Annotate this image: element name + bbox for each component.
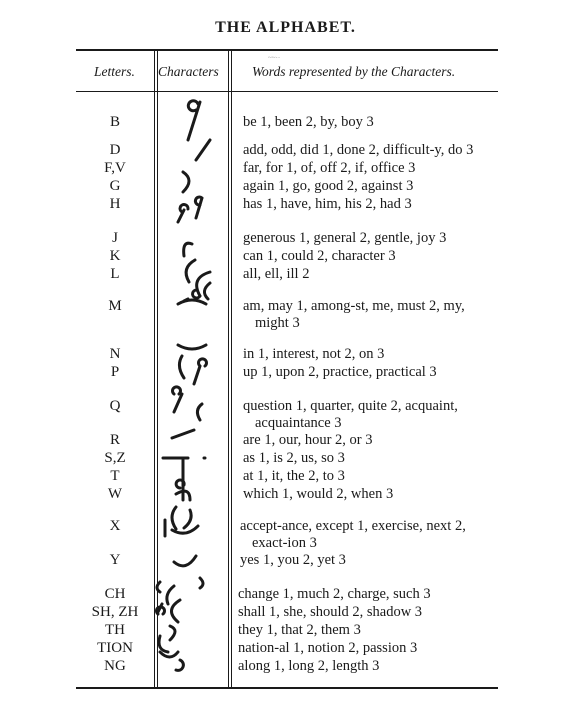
words-continuation: acquaintance 3 — [255, 415, 342, 431]
char-d — [196, 140, 210, 160]
char-j — [184, 243, 192, 256]
row-letter: SH, ZH — [91, 604, 139, 620]
words-line: be 1, been 2, by, boy 3 — [243, 114, 374, 130]
words-line: in 1, interest, not 2, on 3 — [243, 346, 385, 362]
words-line: which 1, would 2, when 3 — [243, 486, 394, 502]
words-line: at 1, it, the 2, to 3 — [243, 468, 345, 484]
words-line: they 1, that 2, them 3 — [238, 622, 361, 638]
header-words: Words represented by the Characters. — [252, 64, 456, 79]
row-letter: TH — [105, 622, 125, 638]
char-q2 — [197, 404, 202, 420]
words-line: all, ell, ill 2 — [243, 266, 310, 282]
char-g — [195, 197, 202, 218]
char-m — [178, 300, 206, 304]
words-line: again 1, go, good 2, against 3 — [243, 178, 414, 194]
row-letter: K — [109, 248, 121, 264]
words-line: far, for 1, of, off 2, if, office 3 — [243, 160, 416, 176]
row-letter: B — [109, 114, 120, 130]
char-ng — [160, 652, 183, 670]
row-letter: J — [112, 230, 118, 246]
words-line: nation-al 1, notion 2, passion 3 — [238, 640, 418, 656]
row-letter: TION — [97, 640, 133, 656]
row-letter: H — [109, 196, 121, 212]
char-m-dot — [184, 299, 188, 301]
words-line: along 1, long 2, length 3 — [238, 658, 380, 674]
char-l2 — [204, 283, 210, 299]
row-letter: F,V — [104, 160, 126, 176]
row-letter: Q — [109, 398, 121, 414]
words-line: generous 1, general 2, gentle, joy 3 — [243, 230, 447, 246]
row-letter: CH — [104, 586, 126, 602]
char-ch2 — [167, 586, 174, 604]
char-b — [188, 101, 200, 140]
char-q — [173, 387, 182, 412]
char-sh — [171, 600, 180, 622]
header-letters: Letters. — [94, 64, 135, 79]
words-continuation: might 3 — [255, 315, 300, 331]
header-characters: Characters — [158, 64, 219, 79]
words-line: up 1, upon 2, practice, practical 3 — [243, 364, 437, 380]
words-line: question 1, quarter, quite 2, acquaint, — [243, 398, 458, 414]
page-title: THE ALPHABET. — [215, 19, 356, 36]
words-line: accept-ance, except 1, exercise, next 2, — [240, 518, 466, 534]
words-line: as 1, is 2, us, so 3 — [243, 450, 345, 466]
char-n — [178, 345, 206, 349]
char-ch — [157, 578, 203, 592]
row-letter: D — [109, 142, 121, 158]
words-line: can 1, could 2, character 3 — [243, 248, 396, 264]
words-line: yes 1, you 2, yet 3 — [240, 552, 346, 568]
row-letter: S,Z — [104, 450, 126, 466]
row-letter: M — [108, 298, 122, 314]
char-th — [157, 604, 165, 614]
row-letter: G — [109, 178, 121, 194]
words-line: change 1, much 2, charge, such 3 — [238, 586, 431, 602]
row-letter: T — [110, 468, 120, 484]
char-y — [174, 556, 196, 566]
words-line: am, may 1, among-st, me, must 2, my, — [243, 298, 465, 314]
row-letter: L — [110, 266, 120, 282]
row-letter: X — [109, 518, 121, 534]
words-line: are 1, our, hour 2, or 3 — [243, 432, 373, 448]
row-letter: W — [107, 486, 123, 502]
char-fv — [183, 172, 189, 192]
words-line: has 1, have, him, his 2, had 3 — [243, 196, 412, 212]
row-letter: P — [110, 364, 120, 380]
words-continuation: exact-ion 3 — [252, 535, 317, 551]
char-p — [179, 356, 206, 384]
ink-smudge: ~~·· — [268, 54, 281, 62]
row-letter: NG — [104, 658, 126, 674]
words-line: add, odd, did 1, done 2, difficult-y, do 3 — [243, 142, 474, 158]
char-tion — [159, 626, 175, 652]
char-h — [178, 205, 188, 222]
row-letter: R — [109, 432, 120, 448]
row-letter: Y — [109, 552, 121, 568]
char-k — [186, 260, 195, 282]
row-letter: N — [109, 346, 121, 362]
words-line: shall 1, she, should 2, shadow 3 — [238, 604, 423, 620]
char-r — [172, 430, 194, 438]
